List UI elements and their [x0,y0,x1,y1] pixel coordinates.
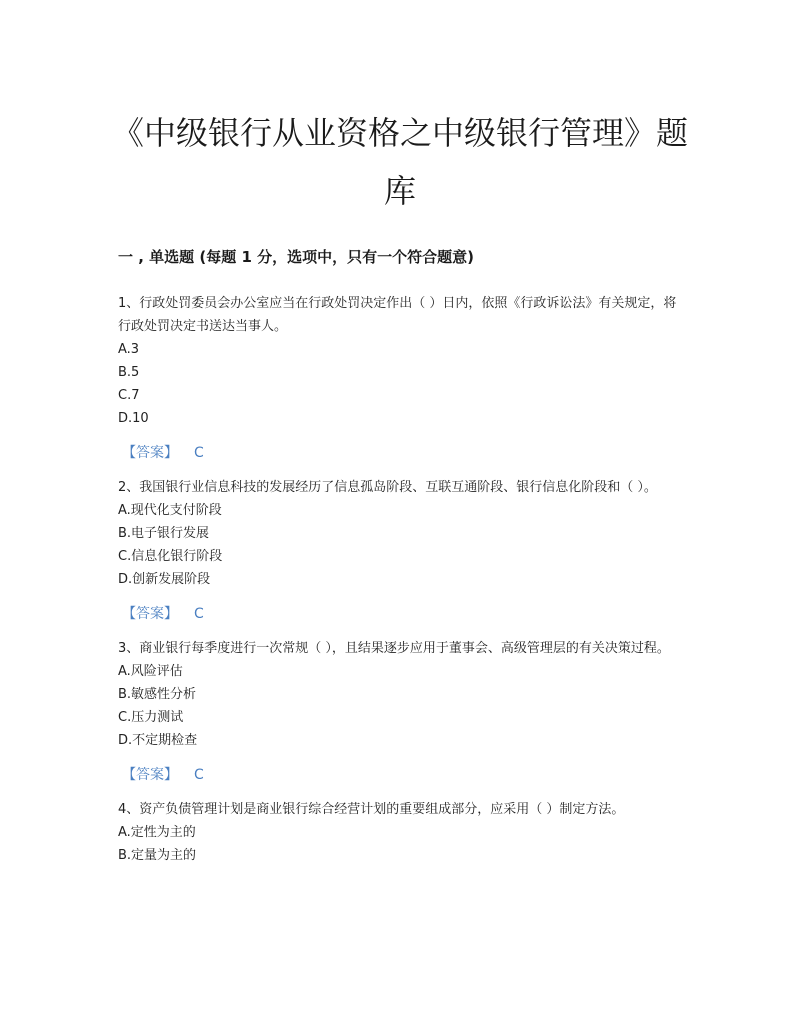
option-c: C.7 [118,388,140,403]
section-heading: 一 , 单选题 (每题 1 分，选项中，只有一个符合题意) [118,248,474,266]
answer-label: 【答案】 [122,445,178,461]
answer-line [118,603,683,625]
question-stem: 3、商业银行每季度进行一次常规（ ），且结果逐步应用于董事会、高级管理层的有关决策过程。 [118,641,670,656]
option-d: D.10 [118,411,149,426]
option-a: A.定性为主的 [118,825,196,840]
option-b: B.定量为主的 [118,848,197,863]
question-2 [118,476,683,625]
answer-label: 【答案】 [122,767,178,783]
answer-line [118,764,683,786]
question-1 [118,292,683,464]
question-list [118,292,683,879]
option-c: C.信息化银行阶段 [118,549,223,564]
option-d: D.创新发展阶段 [118,572,211,587]
question-stem: 2、我国银行业信息科技的发展经历了信息孤岛阶段、互联互通阶段、银行信息化阶段和（ ）。 [118,480,657,495]
question-4 [118,798,683,867]
option-b: B.5 [118,365,140,380]
option-b: B.敏感性分析 [118,687,197,702]
option-c: C.压力测试 [118,710,184,725]
question-3 [118,637,683,786]
answer-value: C [194,767,204,783]
option-b: B.电子银行发展 [118,526,210,541]
question-stem: 4、资产负债管理计划是商业银行综合经营计划的重要组成部分，应采用（ ）制定方法。 [118,802,625,817]
document-title: 《中级银行从业资格之中级银行管理》题库 [111,114,688,210]
option-a: A.3 [118,342,140,357]
question-stem: 1、行政处罚委员会办公室应当在行政处罚决定作出（ ）日内，依照《行政诉讼法》有关规定，将行政处罚决定书送达当事人。 [118,296,677,334]
answer-value: C [194,606,204,622]
answer-value: C [194,445,204,461]
answer-line [118,442,683,464]
option-a: A.现代化支付阶段 [118,503,222,518]
option-d: D.不定期检查 [118,733,198,748]
option-a: A.风险评估 [118,664,183,679]
answer-label: 【答案】 [122,606,178,622]
